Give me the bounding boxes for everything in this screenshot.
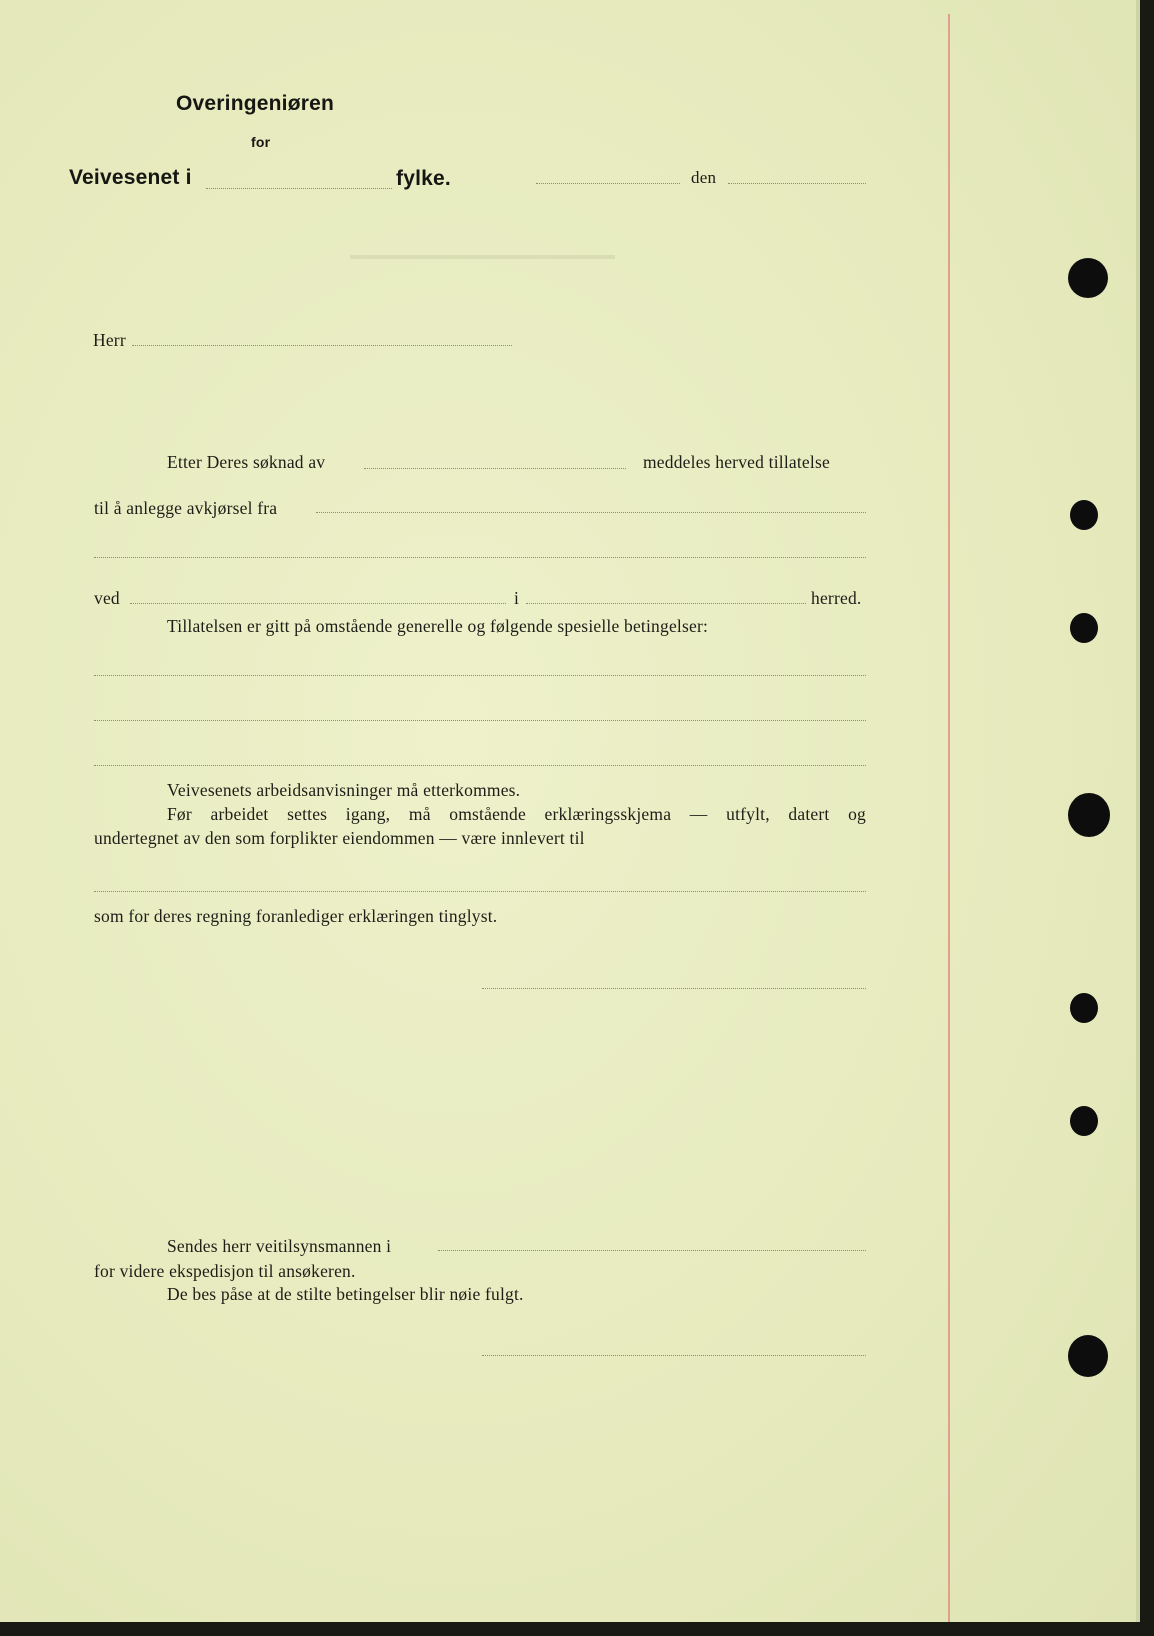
submit-to-field[interactable] [94,891,866,892]
punch-hole [1070,993,1098,1023]
date-label: den [691,168,717,187]
date-field[interactable] [728,183,866,184]
signature-line-1[interactable] [482,988,866,989]
punch-hole [1070,613,1098,643]
show-through-shadow [350,215,615,259]
dispatch-line-3: De bes påse at de stilte betingelser blir nøie fulgt. [167,1284,524,1304]
municipality-in-label: i [514,588,520,608]
instructions-line-4: som for deres regning foranlediger erklæringen tinglyst. [94,906,498,926]
condition-line-2[interactable] [94,720,866,721]
addressee-field[interactable] [132,345,512,346]
office-title: Overingeniøren [176,92,335,115]
punch-hole [1068,258,1108,298]
department-suffix: fylke. [396,167,451,190]
addressee-label: Herr [93,330,126,350]
punch-hole [1068,1335,1108,1377]
punch-hole [1070,500,1098,530]
dispatch-line-2: for videre ekspedisjon til ansøkeren. [94,1261,356,1281]
application-date-label: Etter Deres søknad av [167,452,326,472]
instructions-line-3: undertegnet av den som forplikter eiendommen — være innlevert til [94,828,585,848]
road-inspector-district-field[interactable] [438,1250,866,1251]
punch-hole [1068,793,1110,837]
for-label: for [251,134,271,150]
margin-line [948,14,950,1622]
municipality-suffix: herred. [811,588,862,608]
conditions-intro: Tillatelsen er gitt på omstående generelle og følgende spesielle betingelser: [167,616,709,636]
signature-line-2[interactable] [482,1355,866,1356]
dispatch-line-1: Sendes herr veitilsynsmannen i [167,1236,392,1256]
permission-text: meddeles herved tillatelse [643,452,830,472]
punch-hole [1070,1106,1098,1136]
instructions-line-2: Før arbeidet settes igang, må omstående erklæringsskjema — utfylt, datert og [167,804,866,824]
application-date-field[interactable] [364,468,626,469]
road-field[interactable] [130,603,506,604]
driveway-extra-field[interactable] [94,557,866,558]
department-prefix: Veivesenet i [69,166,192,189]
county-field[interactable] [206,188,392,189]
condition-line-3[interactable] [94,765,866,766]
condition-line-1[interactable] [94,675,866,676]
instructions-line-1: Veivesenets arbeidsanvisninger må etterkommes. [167,780,521,800]
municipality-field[interactable] [526,603,806,604]
driveway-from-field[interactable] [316,512,866,513]
place-field[interactable] [536,183,680,184]
road-label: ved [94,588,120,608]
driveway-from-label: til å anlegge avkjørsel fra [94,498,278,518]
